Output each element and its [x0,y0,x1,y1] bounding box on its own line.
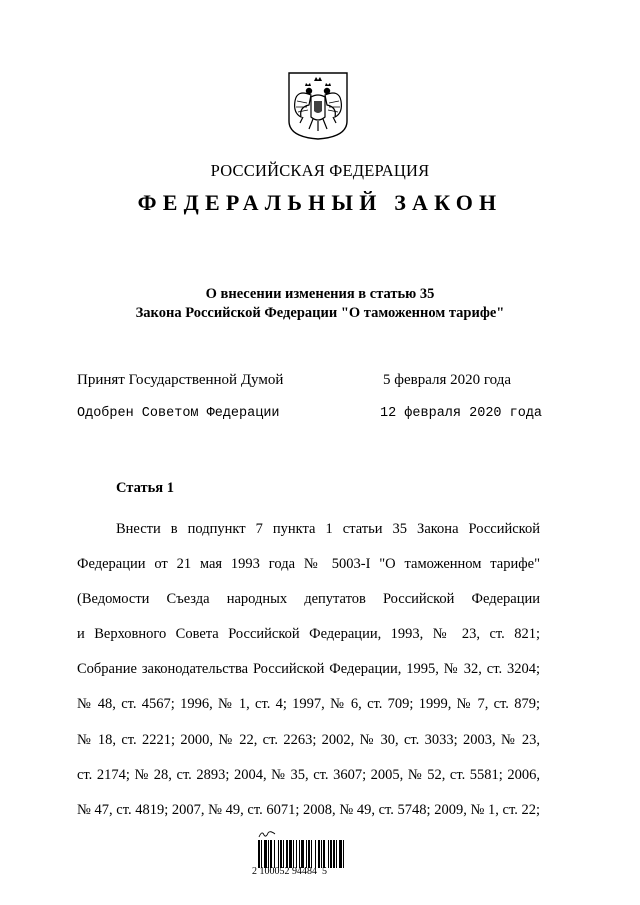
article-line: № 47, ст. 4819; 2007, № 49, ст. 6071; 2008, № 49, ст. 5748; 2009, № 1, ст. 22; [77,801,540,818]
barcode-icon [258,840,377,868]
barcode-number: 2 100052 94484 5 [252,866,327,877]
country-name: РОССИЙСКАЯ ФЕДЕРАЦИЯ [210,161,430,180]
article-line: Собрание законодательства Российской Федерации, 1995, № 32, ст. 3204; [77,661,540,678]
article-line: Внести в подпункт 7 пункта 1 статьи 35 Закона Российской [116,521,540,537]
article-line: № 48, ст. 4567; 1996, № 1, ст. 4; 1997, № 6, ст. 709; 1999, № 7, ст. 879; [77,696,540,713]
adopted-date: 5 февраля 2020 года [383,372,512,388]
law-title [0,285,640,323]
handwritten-initials-icon [258,829,276,839]
law-title-line-2: Закона Российской Федерации "О таможенном тарифе" [135,305,505,321]
article-heading: Статья 1 [116,480,174,496]
article-line: Федерации от 21 мая 1993 года № 5003-I "О таможенном тарифе" [77,556,540,573]
law-title-line-1: О внесении изменения в статью 35 [205,286,435,302]
article-line: ст. 2174; № 28, ст. 2893; 2004, № 35, ст. 3607; 2005, № 52, ст. 5581; 2006, [77,766,540,783]
article-line: № 18, ст. 2221; 2000, № 22, ст. 2263; 2002, № 30, ст. 3033; 2003, № 23, [77,731,540,748]
approved-label: Одобрен Советом Федерации [77,406,280,421]
document-type: ФЕДЕРАЛЬНЫЙ ЗАКОН [137,190,503,215]
article-body [77,512,540,828]
article-line: (Ведомости Съезда народных депутатов Российской Федерации [77,591,540,608]
approved-date: 12 февраля 2020 года [380,406,543,421]
russian-coat-of-arms-icon [287,71,349,141]
article-line: и Верховного Совета Российской Федерации, 1993, № 23, ст. 821; [77,626,540,643]
adopted-label: Принят Государственной Думой [77,372,284,388]
